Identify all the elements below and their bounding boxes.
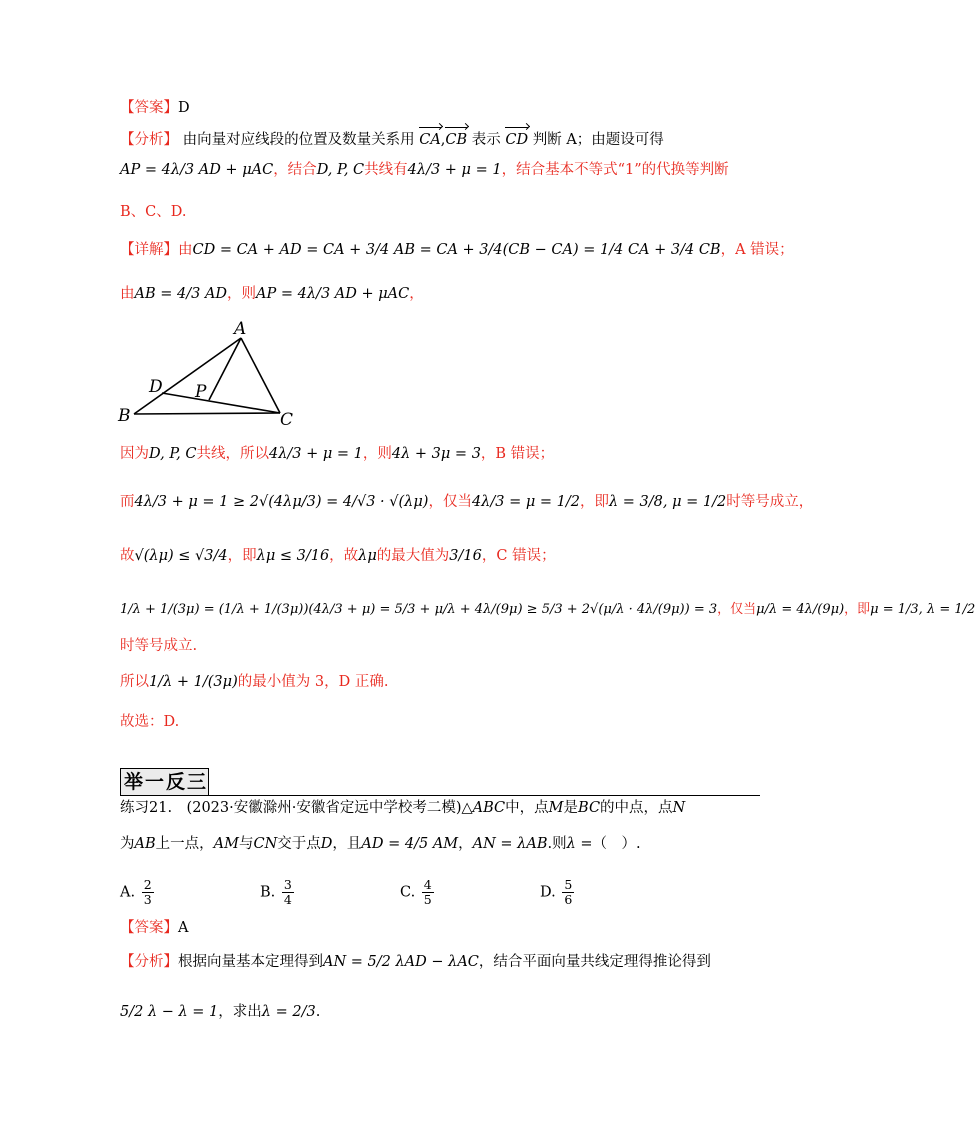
vector-cb: CB xyxy=(445,132,468,148)
equation-ap: AP = 4λ/3 AD + μAC xyxy=(120,162,274,178)
detail-line-7: 时等号成立. xyxy=(120,638,198,654)
label-a: A xyxy=(234,319,247,339)
exercise-line-1: 练习21. (2023·安徽滁州·安徽省定远中学校考二模)△ABC中，点M是BC的中点，点N xyxy=(120,800,686,816)
section-rule xyxy=(120,795,760,796)
exercise-line-2: 为AB上一点，AM与CN交于点D，且AD = 4/5 AM，AN = λAB.则λ =（ ）. xyxy=(120,836,641,852)
label-b: B xyxy=(118,406,131,426)
answer-line-2: 【答案】A xyxy=(120,920,189,936)
detail-line-5: 故√(λμ) ≤ √3/4，即λμ ≤ 3/16，故λμ的最大值为3/16，C 错误； xyxy=(120,548,556,564)
section-title: 举一反三 xyxy=(120,768,209,796)
detail-line-9: 故选：D. xyxy=(120,714,180,730)
detail-line-8: 所以1/λ + 1/(3μ)的最小值为 3，D 正确. xyxy=(120,674,389,690)
answer-label: 【答案】 xyxy=(120,100,178,116)
option-a[interactable]: A. $\frac{2}{3}$ xyxy=(120,877,152,907)
label-p: P xyxy=(195,382,207,402)
analysis2-line-2: 5/2 λ − λ = 1，求出λ = 2/3. xyxy=(120,1004,321,1020)
detail-line-3: 因为D, P, C共线，所以4λ/3 + μ = 1，则4λ + 3μ = 3，B 错误； xyxy=(120,446,555,462)
vector-ca: CA xyxy=(419,132,441,148)
label-c: C xyxy=(280,410,294,430)
vector-cd: CD xyxy=(505,132,529,148)
option-d[interactable]: D. $\frac{5}{6}$ xyxy=(540,877,573,907)
analysis-line-2: AP = 4λ/3 AD + μAC，结合D, P, C共线有4λ/3 + μ = 1，结合基本不等式“1”的代换等判断 xyxy=(120,162,729,178)
detail-line-6: 1/λ + 1/(3μ) = (1/λ + 1/(3μ))(4λ/3 + μ) = 5/3 + μ/λ + 4λ/(9μ) ≥ 5/3 + 2√(μ/λ · 4λ/(9μ)) = 3，仅当μ/λ = 4λ/(9μ)，即μ = 1/3, λ = 1/2 xyxy=(120,602,975,617)
edge-bc xyxy=(134,413,280,414)
edge-ac xyxy=(241,338,280,413)
analysis-line-1: 【分析】 由向量对应线段的位置及数量关系用 CA,CB 表示 CD 判断 A；由题设可得 xyxy=(120,132,664,148)
detail-line-4: 而4λ/3 + μ = 1 ≥ 2√(4λμ/3) = 4/√3 · √(λμ)，仅当4λ/3 = μ = 1/2，即λ = 3/8, μ = 1/2时等号成立， xyxy=(120,494,814,510)
analysis2-line-1: 【分析】根据向量基本定理得到AN = 5/2 λAD − λAC，结合平面向量共线定理得推论得到 xyxy=(120,954,711,970)
edge-ab xyxy=(134,338,241,414)
label-d: D xyxy=(149,377,163,397)
segment-ap xyxy=(209,338,241,400)
equation-cd: CD = CA + AD = CA + 3/4 AB = CA + 3/4(CB − CA) = 1/4 CA + 3/4 CB xyxy=(192,242,721,258)
answer-value: D xyxy=(178,100,190,116)
detail-line-1: 【详解】由CD = CA + AD = CA + 3/4 AB = CA + 3/4(CB − CA) = 1/4 CA + 3/4 CB，A 错误； xyxy=(120,242,794,258)
detail-label: 【详解】 xyxy=(120,242,178,258)
option-c[interactable]: C. $\frac{4}{5}$ xyxy=(400,877,432,907)
detail-line-2: 由AB = 4/3 AD，则AP = 4λ/3 AD + μAC， xyxy=(120,286,424,302)
analysis-label: 【分析】 xyxy=(120,132,178,148)
analysis-line-3: B、C、D. xyxy=(120,204,187,220)
option-b[interactable]: B. $\frac{3}{4}$ xyxy=(260,877,292,907)
segment-dc xyxy=(162,393,280,413)
